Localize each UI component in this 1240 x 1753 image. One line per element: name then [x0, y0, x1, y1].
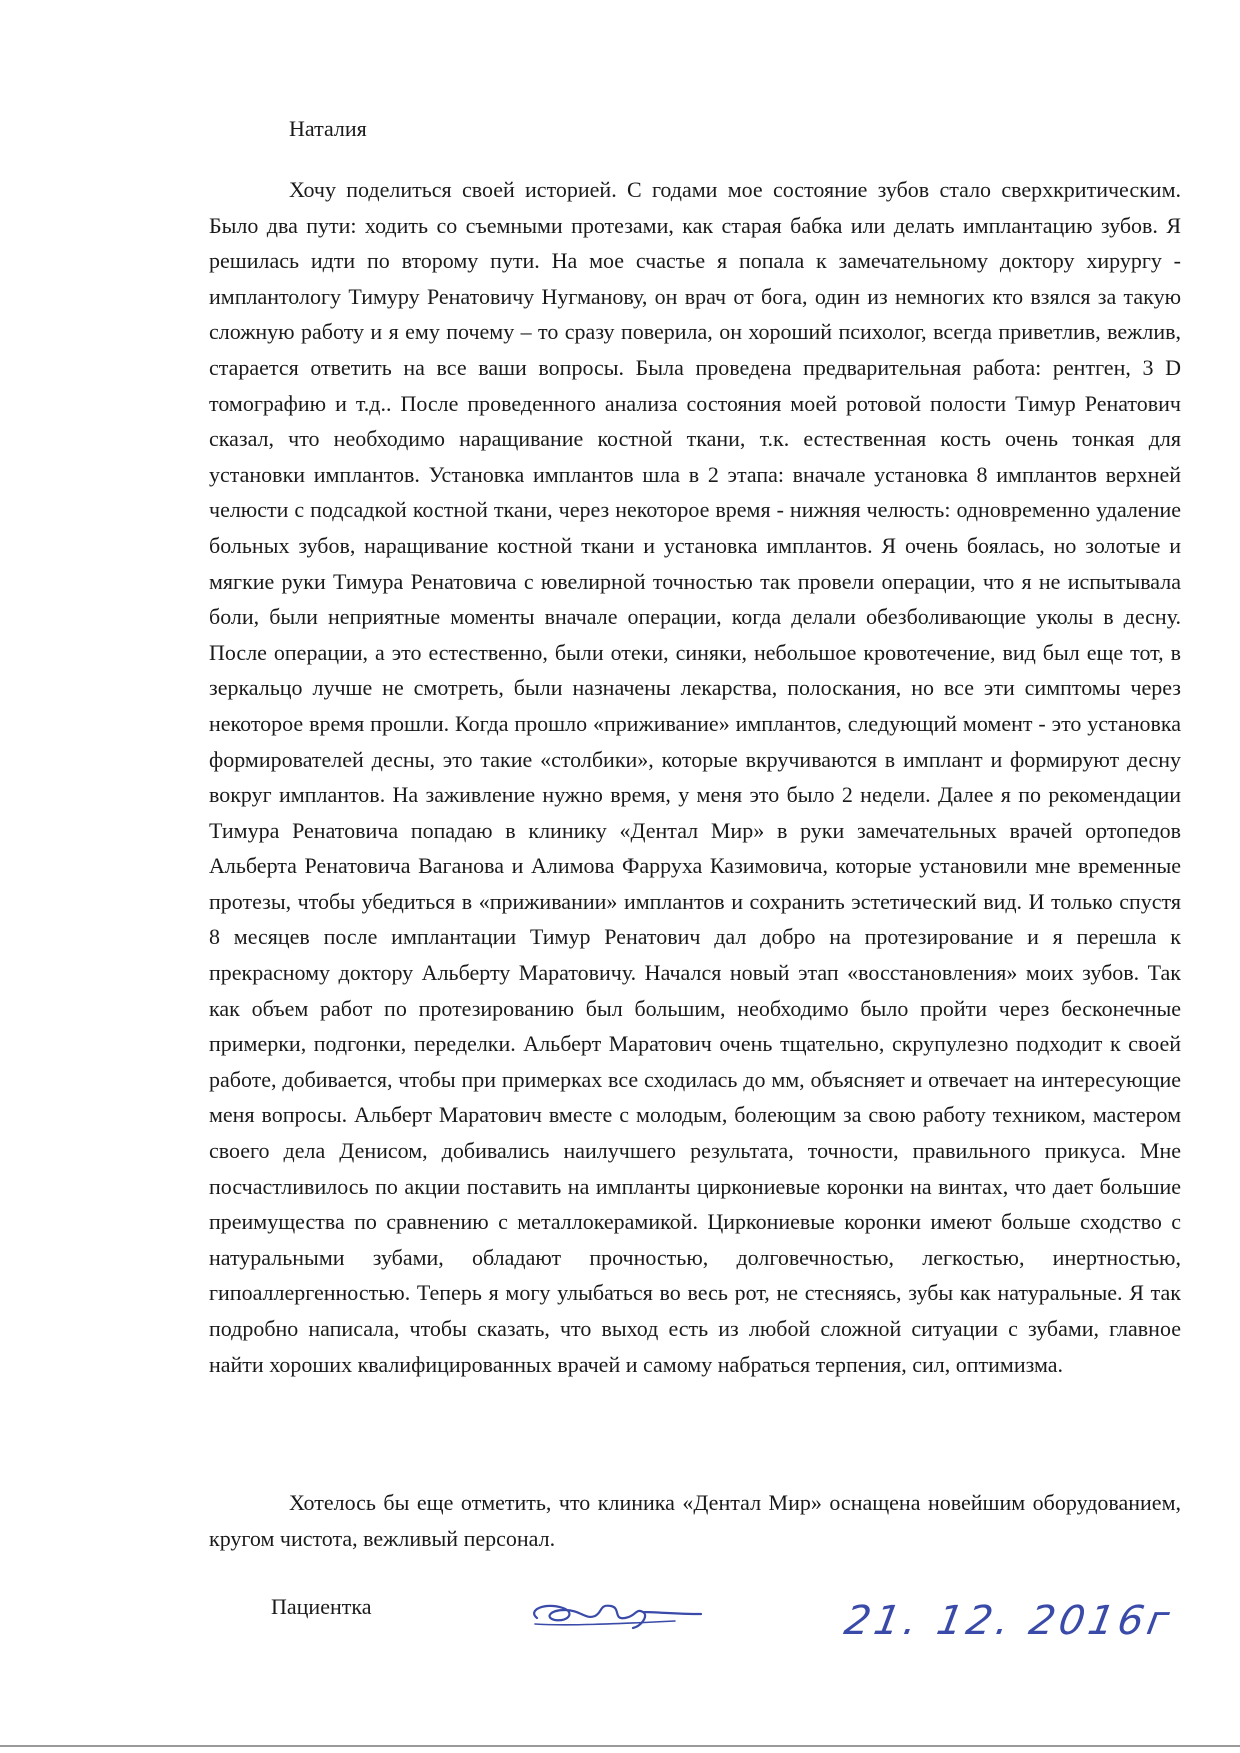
letter-paragraph-2: Хотелось бы еще отметить, что клиника «Дентал Мир» оснащена новейшим оборудованием, кругом чистота, вежливый персонал. [209, 1490, 1181, 1551]
handwritten-date: 21. 12. 2016г [840, 1598, 1177, 1644]
letter-body [209, 172, 1181, 1382]
letter-signoff: Пациентка [271, 1594, 372, 1619]
scan-edge-line [0, 1745, 1240, 1747]
letter-paragraph-1: Хочу поделиться своей историей. С годами мое состояние зубов стало сверхкритическим. Было два пути: ходить со съемными протезами, как старая бабка или делать имплантацию зубов. Я решилась идти по второму пути. На мое счастье я попала к замечательному доктору хирургу - имплантологу Тимуру Ренатовичу Нугманову, он врач от бога, один из немногих кто взялся за такую сложную работу и я ему почему – то сразу поверила, он хороший психолог, всегда приветлив, вежлив, старается ответить на все ваши вопросы. Была проведена предварительная работа: рентген, 3 D томографию и т.д.. После проведенного анализа состояния моей ротовой полости Тимур Ренатович сказал, что необходимо наращивание костной ткани, т.к. естественная кость очень тонкая для установки имплантов. Установка имплантов шла в 2 этапа: вначале установка 8 имплантов верхней челюсти с подсадкой костной ткани, через некоторое время - нижняя челюсть: одновременно удаление больных зубов, наращивание костной ткани и установка имплантов. Я очень боялась, но золотые и мягкие руки Тимура Ренатовича с ювелирной точностью так провели операции, что я не испытывала боли, были неприятные моменты вначале операции, когда делали обезболивающие уколы в десну. После операции, а это естественно, были отеки, синяки, небольшое кровотечение, вид был еще тот, в зеркальцо лучше не смотреть, были назначены лекарства, полоскания, но все эти симптомы через некоторое время прошли. Когда прошло «приживание» имплантов, следующий момент - это установка формирователей десны, это такие «столбики», которые вкручиваются в имплант и формируют десну вокруг имплантов. На заживление нужно время, у меня это было 2 недели. Далее я по рекомендации Тимура Ренатовича попадаю в клинику «Дентал Мир» в руки замечательных врачей ортопедов Альберта Ренатовича Ваганова и Алимова Фарруха Казимовича, которые установили мне временные протезы, чтобы убедиться в «приживании» имплантов и сохранить эстетический вид. И только спустя 8 месяцев после имплантации Тимур Ренатович дал добро на протезирование и я перешла к прекрасному доктору Альберту Маратовичу. Начался новый этап «восстановления» моих зубов. Так как объем работ по протезированию был большим, необходимо было пройти через бесконечные примерки, подгонки, переделки. Альберт Маратович очень тщательно, скрупулезно подходит к своей работе, добивается, чтобы при примерках все сходилась до мм, объясняет и отвечает на интересующие меня вопросы. Альберт Маратович вместе с молодым, болеющим за свою работу техником, мастером своего дела Денисом, добивались наилучшего результата, точности, правильного прикуса. Мне посчастливилось по акции поставить на импланты циркониевые коронки на винтах, что дает большие преимущества по сравнению с металлокерамикой. Циркониевые коронки имеют больше сходство с натуральными зубами, обладают прочностью, долговечностью, легкостью, инертностью, гипоаллергенностью. Теперь я могу улыбаться во весь рот, не стесняясь, зубы как натуральные. Я так подробно написала, чтобы сказать, что выход есть из любой сложной ситуации с зубами, главное найти хороших квалифицированных врачей и самому набраться терпения, сил, оптимизма. [209, 177, 1181, 1377]
letter-greeting: Наталия [289, 116, 367, 141]
handwritten-signature [525, 1590, 705, 1640]
